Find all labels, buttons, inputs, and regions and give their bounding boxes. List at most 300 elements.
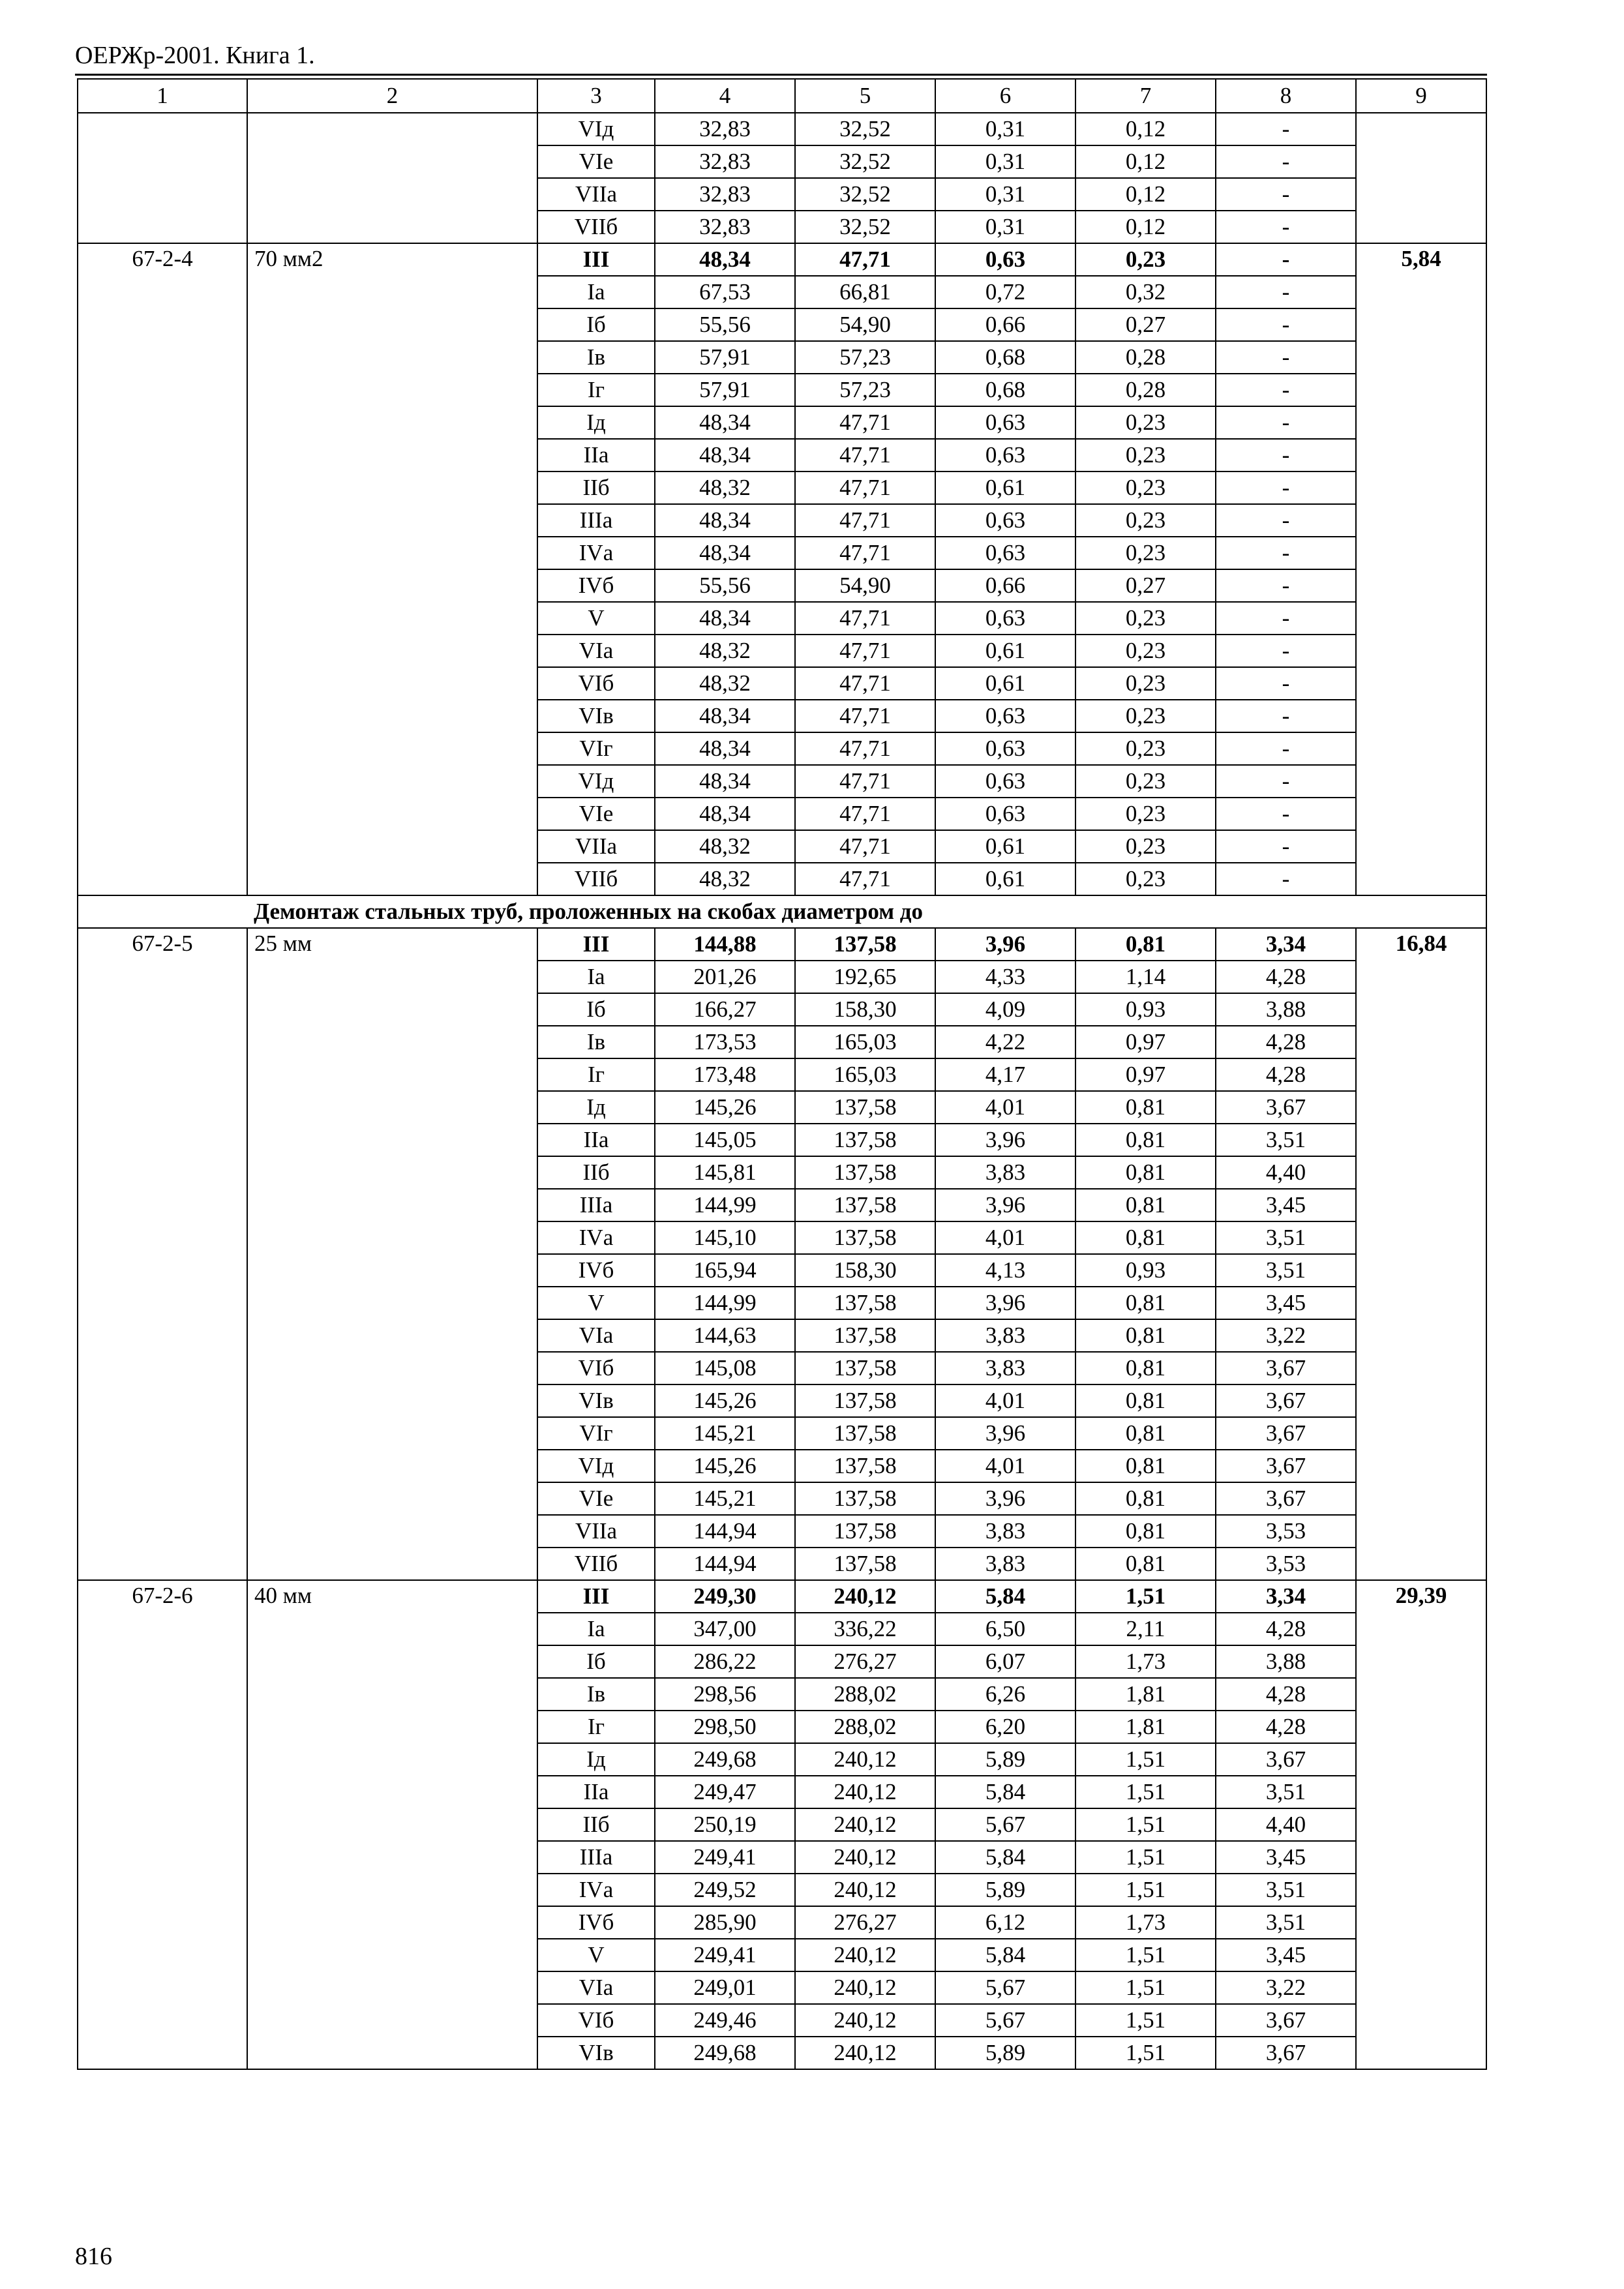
- value-cell: 137,58: [795, 1384, 935, 1417]
- value-cell: 57,91: [655, 341, 795, 374]
- value-cell: 47,71: [795, 439, 935, 471]
- value-cell: 137,58: [795, 1221, 935, 1254]
- value-cell: 47,71: [795, 471, 935, 504]
- value-cell: 3,67: [1216, 1482, 1356, 1515]
- value-cell: 3,45: [1216, 1189, 1356, 1221]
- value-cell: 3,22: [1216, 1971, 1356, 2004]
- value-cell: 0,12: [1075, 211, 1216, 243]
- value-cell: 137,58: [795, 1417, 935, 1450]
- value-cell: 67,53: [655, 276, 795, 308]
- value-cell: 137,58: [795, 1287, 935, 1319]
- zone-cell: IVа: [537, 1221, 655, 1254]
- zone-cell: III: [537, 1580, 655, 1613]
- value-cell: 54,90: [795, 569, 935, 602]
- zone-cell: Iб: [537, 993, 655, 1026]
- value-cell: 0,23: [1075, 537, 1216, 569]
- value-cell: -: [1216, 341, 1356, 374]
- zone-cell: III: [537, 928, 655, 961]
- value-cell: 144,88: [655, 928, 795, 961]
- value-cell: 158,30: [795, 993, 935, 1026]
- value-cell: -: [1216, 374, 1356, 406]
- value-cell: -: [1216, 635, 1356, 667]
- zone-cell: VIIа: [537, 830, 655, 863]
- value-cell: 48,32: [655, 830, 795, 863]
- value-cell: 3,67: [1216, 2004, 1356, 2037]
- value-cell: 3,96: [935, 1417, 1075, 1450]
- value-cell: 47,71: [795, 504, 935, 537]
- value-cell: -: [1216, 504, 1356, 537]
- document-title: ОЕРЖр-2001. Книга 1.: [75, 42, 315, 69]
- value-cell: 4,40: [1216, 1156, 1356, 1189]
- value-cell: 3,67: [1216, 1352, 1356, 1384]
- value-cell: 48,34: [655, 602, 795, 635]
- value-cell: 144,94: [655, 1515, 795, 1548]
- value-cell: -: [1216, 537, 1356, 569]
- value-cell: 0,81: [1075, 1450, 1216, 1482]
- value-cell: 2,11: [1075, 1613, 1216, 1645]
- value-cell: 249,46: [655, 2004, 795, 2037]
- value-cell: 240,12: [795, 1808, 935, 1841]
- zone-cell: IVа: [537, 537, 655, 569]
- rates-table: [77, 78, 1487, 2070]
- zone-cell: VIд: [537, 765, 655, 798]
- value-cell: 144,99: [655, 1287, 795, 1319]
- value-cell: 3,51: [1216, 1254, 1356, 1287]
- value-cell: 47,71: [795, 667, 935, 700]
- value-cell: 249,68: [655, 1743, 795, 1776]
- value-cell: 0,81: [1075, 1287, 1216, 1319]
- value-cell: 137,58: [795, 1156, 935, 1189]
- value-cell: 1,51: [1075, 1841, 1216, 1874]
- value-cell: 137,58: [795, 1124, 935, 1156]
- value-cell: 145,21: [655, 1417, 795, 1450]
- zone-cell: VIIб: [537, 863, 655, 895]
- table-row: [78, 113, 1486, 145]
- value-cell: 47,71: [795, 830, 935, 863]
- value-cell: 4,17: [935, 1058, 1075, 1091]
- value-cell: 0,81: [1075, 1548, 1216, 1580]
- zone-cell: IVб: [537, 569, 655, 602]
- zone-cell: Iд: [537, 1091, 655, 1124]
- value-cell: 3,88: [1216, 1645, 1356, 1678]
- value-cell: 4,22: [935, 1026, 1075, 1058]
- zone-cell: IIIа: [537, 1189, 655, 1221]
- value-cell: 4,01: [935, 1384, 1075, 1417]
- value-cell: -: [1216, 178, 1356, 211]
- value-cell: 3,45: [1216, 1939, 1356, 1971]
- value-cell: 54,90: [795, 308, 935, 341]
- column-header: 7: [1075, 79, 1216, 113]
- value-cell: 3,83: [935, 1352, 1075, 1384]
- zone-cell: VIб: [537, 2004, 655, 2037]
- value-cell: 347,00: [655, 1613, 795, 1645]
- value-cell: 5,84: [935, 1939, 1075, 1971]
- section-heading: Демонтаж стальных труб, проложенных на скобах диаметром до: [247, 895, 1486, 928]
- value-cell: 145,10: [655, 1221, 795, 1254]
- zone-cell: IIб: [537, 1156, 655, 1189]
- value-cell: 240,12: [795, 2037, 935, 2069]
- value-cell: 0,23: [1075, 504, 1216, 537]
- column-number-row: [78, 79, 1486, 113]
- zone-cell: III: [537, 243, 655, 276]
- value-cell: 145,26: [655, 1450, 795, 1482]
- col9-value: [1356, 113, 1486, 243]
- value-cell: 6,50: [935, 1613, 1075, 1645]
- value-cell: 137,58: [795, 1091, 935, 1124]
- value-cell: 165,03: [795, 1058, 935, 1091]
- value-cell: 5,84: [935, 1776, 1075, 1808]
- value-cell: 0,63: [935, 798, 1075, 830]
- value-cell: 0,72: [935, 276, 1075, 308]
- value-cell: 0,61: [935, 471, 1075, 504]
- value-cell: 5,67: [935, 1971, 1075, 2004]
- zone-cell: IVб: [537, 1906, 655, 1939]
- value-cell: 240,12: [795, 1874, 935, 1906]
- value-cell: 3,83: [935, 1319, 1075, 1352]
- value-cell: 3,51: [1216, 1776, 1356, 1808]
- value-cell: 0,23: [1075, 243, 1216, 276]
- value-cell: 0,66: [935, 569, 1075, 602]
- zone-cell: VIв: [537, 700, 655, 732]
- value-cell: 0,12: [1075, 113, 1216, 145]
- value-cell: 48,32: [655, 667, 795, 700]
- value-cell: 32,83: [655, 211, 795, 243]
- value-cell: 144,94: [655, 1548, 795, 1580]
- value-cell: 158,30: [795, 1254, 935, 1287]
- zone-cell: V: [537, 1287, 655, 1319]
- value-cell: 47,71: [795, 700, 935, 732]
- value-cell: 137,58: [795, 1482, 935, 1515]
- value-cell: 137,58: [795, 1450, 935, 1482]
- value-cell: 0,66: [935, 308, 1075, 341]
- value-cell: 0,23: [1075, 439, 1216, 471]
- value-cell: 0,23: [1075, 602, 1216, 635]
- value-cell: 32,83: [655, 113, 795, 145]
- value-cell: 3,67: [1216, 1450, 1356, 1482]
- value-cell: 0,61: [935, 635, 1075, 667]
- zone-cell: IIб: [537, 1808, 655, 1841]
- value-cell: 165,94: [655, 1254, 795, 1287]
- value-cell: 137,58: [795, 928, 935, 961]
- value-cell: 0,81: [1075, 1189, 1216, 1221]
- value-cell: -: [1216, 439, 1356, 471]
- zone-cell: VIг: [537, 1417, 655, 1450]
- value-cell: 137,58: [795, 1515, 935, 1548]
- value-cell: 0,81: [1075, 928, 1216, 961]
- value-cell: 144,99: [655, 1189, 795, 1221]
- value-cell: 47,71: [795, 765, 935, 798]
- zone-cell: IIа: [537, 439, 655, 471]
- value-cell: -: [1216, 211, 1356, 243]
- value-cell: 3,96: [935, 1482, 1075, 1515]
- value-cell: 55,56: [655, 569, 795, 602]
- value-cell: -: [1216, 569, 1356, 602]
- value-cell: 0,93: [1075, 1254, 1216, 1287]
- value-cell: 57,23: [795, 341, 935, 374]
- zone-cell: Iа: [537, 961, 655, 993]
- value-cell: 0,31: [935, 113, 1075, 145]
- zone-cell: Iд: [537, 1743, 655, 1776]
- col9-value: 5,84: [1356, 243, 1486, 895]
- zone-cell: VIб: [537, 667, 655, 700]
- value-cell: 0,81: [1075, 1091, 1216, 1124]
- value-cell: 249,41: [655, 1841, 795, 1874]
- value-cell: 1,14: [1075, 961, 1216, 993]
- zone-cell: Iа: [537, 276, 655, 308]
- zone-cell: VIе: [537, 798, 655, 830]
- value-cell: 48,34: [655, 765, 795, 798]
- value-cell: 48,34: [655, 439, 795, 471]
- value-cell: 47,71: [795, 602, 935, 635]
- value-cell: 1,51: [1075, 1743, 1216, 1776]
- value-cell: 240,12: [795, 1580, 935, 1613]
- rate-code: 67-2-5: [78, 928, 247, 1580]
- value-cell: 250,19: [655, 1808, 795, 1841]
- zone-cell: VIIб: [537, 211, 655, 243]
- value-cell: 47,71: [795, 798, 935, 830]
- value-cell: 1,51: [1075, 1939, 1216, 1971]
- value-cell: 1,51: [1075, 1971, 1216, 2004]
- zone-cell: Iв: [537, 341, 655, 374]
- value-cell: 3,67: [1216, 2037, 1356, 2069]
- value-cell: 0,23: [1075, 667, 1216, 700]
- value-cell: 4,09: [935, 993, 1075, 1026]
- value-cell: 0,23: [1075, 471, 1216, 504]
- value-cell: -: [1216, 471, 1356, 504]
- value-cell: 240,12: [795, 2004, 935, 2037]
- value-cell: 1,51: [1075, 1808, 1216, 1841]
- value-cell: 240,12: [795, 1743, 935, 1776]
- value-cell: 286,22: [655, 1645, 795, 1678]
- value-cell: 55,56: [655, 308, 795, 341]
- value-cell: 0,81: [1075, 1221, 1216, 1254]
- value-cell: 32,83: [655, 178, 795, 211]
- value-cell: 0,31: [935, 211, 1075, 243]
- value-cell: 0,23: [1075, 863, 1216, 895]
- value-cell: 3,83: [935, 1156, 1075, 1189]
- value-cell: -: [1216, 243, 1356, 276]
- value-cell: 3,53: [1216, 1515, 1356, 1548]
- zone-cell: Iг: [537, 374, 655, 406]
- zone-cell: VIIа: [537, 1515, 655, 1548]
- zone-cell: Iг: [537, 1058, 655, 1091]
- column-header: 9: [1356, 79, 1486, 113]
- value-cell: 5,84: [935, 1580, 1075, 1613]
- value-cell: 4,13: [935, 1254, 1075, 1287]
- value-cell: 0,61: [935, 667, 1075, 700]
- value-cell: 0,63: [935, 243, 1075, 276]
- value-cell: 3,96: [935, 1189, 1075, 1221]
- value-cell: 0,81: [1075, 1515, 1216, 1548]
- value-cell: 48,34: [655, 243, 795, 276]
- value-cell: 1,73: [1075, 1645, 1216, 1678]
- value-cell: 32,52: [795, 113, 935, 145]
- zone-cell: VIд: [537, 1450, 655, 1482]
- value-cell: 1,51: [1075, 1776, 1216, 1808]
- value-cell: 240,12: [795, 1939, 935, 1971]
- value-cell: 1,51: [1075, 1580, 1216, 1613]
- zone-cell: IVб: [537, 1254, 655, 1287]
- value-cell: 0,12: [1075, 178, 1216, 211]
- zone-cell: Iа: [537, 1613, 655, 1645]
- value-cell: 47,71: [795, 243, 935, 276]
- section-spacer: [78, 895, 247, 928]
- rate-code: 67-2-4: [78, 243, 247, 895]
- value-cell: 3,53: [1216, 1548, 1356, 1580]
- value-cell: 0,63: [935, 700, 1075, 732]
- value-cell: 3,96: [935, 928, 1075, 961]
- rate-code: [78, 113, 247, 243]
- zone-cell: VIб: [537, 1352, 655, 1384]
- value-cell: 298,50: [655, 1711, 795, 1743]
- value-cell: 57,91: [655, 374, 795, 406]
- value-cell: 145,26: [655, 1091, 795, 1124]
- value-cell: 4,40: [1216, 1808, 1356, 1841]
- value-cell: 285,90: [655, 1906, 795, 1939]
- value-cell: 0,81: [1075, 1124, 1216, 1156]
- table-row: [78, 243, 1486, 276]
- rate-description: [247, 113, 537, 243]
- zone-cell: V: [537, 1939, 655, 1971]
- value-cell: 0,81: [1075, 1156, 1216, 1189]
- value-cell: 0,63: [935, 765, 1075, 798]
- value-cell: 48,34: [655, 798, 795, 830]
- value-cell: 0,81: [1075, 1417, 1216, 1450]
- zone-cell: IIа: [537, 1776, 655, 1808]
- value-cell: 3,96: [935, 1124, 1075, 1156]
- value-cell: 5,89: [935, 1743, 1075, 1776]
- zone-cell: Iд: [537, 406, 655, 439]
- section-heading-row: [78, 895, 1486, 928]
- value-cell: 288,02: [795, 1711, 935, 1743]
- value-cell: 47,71: [795, 406, 935, 439]
- value-cell: 1,81: [1075, 1678, 1216, 1711]
- value-cell: 32,83: [655, 145, 795, 178]
- zone-cell: VIа: [537, 635, 655, 667]
- value-cell: 165,03: [795, 1026, 935, 1058]
- value-cell: 3,34: [1216, 1580, 1356, 1613]
- value-cell: 48,34: [655, 537, 795, 569]
- value-cell: 5,67: [935, 2004, 1075, 2037]
- value-cell: 0,23: [1075, 406, 1216, 439]
- value-cell: 0,32: [1075, 276, 1216, 308]
- value-cell: 166,27: [655, 993, 795, 1026]
- value-cell: 3,67: [1216, 1743, 1356, 1776]
- value-cell: 0,23: [1075, 635, 1216, 667]
- value-cell: 249,41: [655, 1939, 795, 1971]
- value-cell: 3,83: [935, 1548, 1075, 1580]
- zone-cell: VIе: [537, 145, 655, 178]
- value-cell: 4,33: [935, 961, 1075, 993]
- value-cell: 3,22: [1216, 1319, 1356, 1352]
- value-cell: 32,52: [795, 211, 935, 243]
- value-cell: 6,20: [935, 1711, 1075, 1743]
- value-cell: 137,58: [795, 1189, 935, 1221]
- value-cell: 240,12: [795, 1776, 935, 1808]
- value-cell: 276,27: [795, 1906, 935, 1939]
- value-cell: 0,63: [935, 504, 1075, 537]
- value-cell: 32,52: [795, 178, 935, 211]
- column-header: 1: [78, 79, 247, 113]
- value-cell: 0,81: [1075, 1319, 1216, 1352]
- value-cell: -: [1216, 667, 1356, 700]
- value-cell: 4,01: [935, 1091, 1075, 1124]
- value-cell: 4,28: [1216, 1026, 1356, 1058]
- value-cell: 32,52: [795, 145, 935, 178]
- value-cell: 0,23: [1075, 798, 1216, 830]
- column-header: 4: [655, 79, 795, 113]
- value-cell: 3,83: [935, 1515, 1075, 1548]
- zone-cell: V: [537, 602, 655, 635]
- value-cell: 336,22: [795, 1613, 935, 1645]
- value-cell: 1,51: [1075, 1874, 1216, 1906]
- value-cell: 3,96: [935, 1287, 1075, 1319]
- value-cell: 145,21: [655, 1482, 795, 1515]
- rate-description: 70 мм2: [247, 243, 537, 895]
- value-cell: 4,01: [935, 1221, 1075, 1254]
- zone-cell: VIв: [537, 2037, 655, 2069]
- value-cell: 0,63: [935, 732, 1075, 765]
- value-cell: 5,89: [935, 1874, 1075, 1906]
- value-cell: 298,56: [655, 1678, 795, 1711]
- value-cell: -: [1216, 830, 1356, 863]
- value-cell: -: [1216, 276, 1356, 308]
- value-cell: 3,67: [1216, 1384, 1356, 1417]
- value-cell: 0,68: [935, 374, 1075, 406]
- value-cell: 0,27: [1075, 308, 1216, 341]
- zone-cell: IIIа: [537, 1841, 655, 1874]
- value-cell: 3,51: [1216, 1221, 1356, 1254]
- value-cell: 47,71: [795, 537, 935, 569]
- value-cell: 3,51: [1216, 1906, 1356, 1939]
- value-cell: -: [1216, 308, 1356, 341]
- table-row: [78, 1580, 1486, 1613]
- zone-cell: Iв: [537, 1678, 655, 1711]
- value-cell: 249,30: [655, 1580, 795, 1613]
- value-cell: 240,12: [795, 1841, 935, 1874]
- value-cell: 0,81: [1075, 1482, 1216, 1515]
- zone-cell: VIг: [537, 732, 655, 765]
- value-cell: 0,81: [1075, 1352, 1216, 1384]
- value-cell: 3,51: [1216, 1124, 1356, 1156]
- table-row: [78, 928, 1486, 961]
- zone-cell: Iв: [537, 1026, 655, 1058]
- value-cell: 276,27: [795, 1645, 935, 1678]
- value-cell: 3,67: [1216, 1091, 1356, 1124]
- value-cell: 145,08: [655, 1352, 795, 1384]
- value-cell: 137,58: [795, 1548, 935, 1580]
- col9-value: 16,84: [1356, 928, 1486, 1580]
- value-cell: 4,28: [1216, 1613, 1356, 1645]
- value-cell: -: [1216, 863, 1356, 895]
- column-header: 8: [1216, 79, 1356, 113]
- value-cell: 48,34: [655, 700, 795, 732]
- value-cell: 4,28: [1216, 1678, 1356, 1711]
- value-cell: 1,81: [1075, 1711, 1216, 1743]
- value-cell: 47,71: [795, 635, 935, 667]
- value-cell: 0,23: [1075, 765, 1216, 798]
- value-cell: 3,34: [1216, 928, 1356, 961]
- value-cell: 0,97: [1075, 1026, 1216, 1058]
- value-cell: 0,81: [1075, 1384, 1216, 1417]
- rate-description: 40 мм: [247, 1580, 537, 2069]
- zone-cell: IVа: [537, 1874, 655, 1906]
- zone-cell: VIIб: [537, 1548, 655, 1580]
- column-header: 5: [795, 79, 935, 113]
- col9-value: 29,39: [1356, 1580, 1486, 2069]
- value-cell: 0,63: [935, 406, 1075, 439]
- value-cell: 249,01: [655, 1971, 795, 2004]
